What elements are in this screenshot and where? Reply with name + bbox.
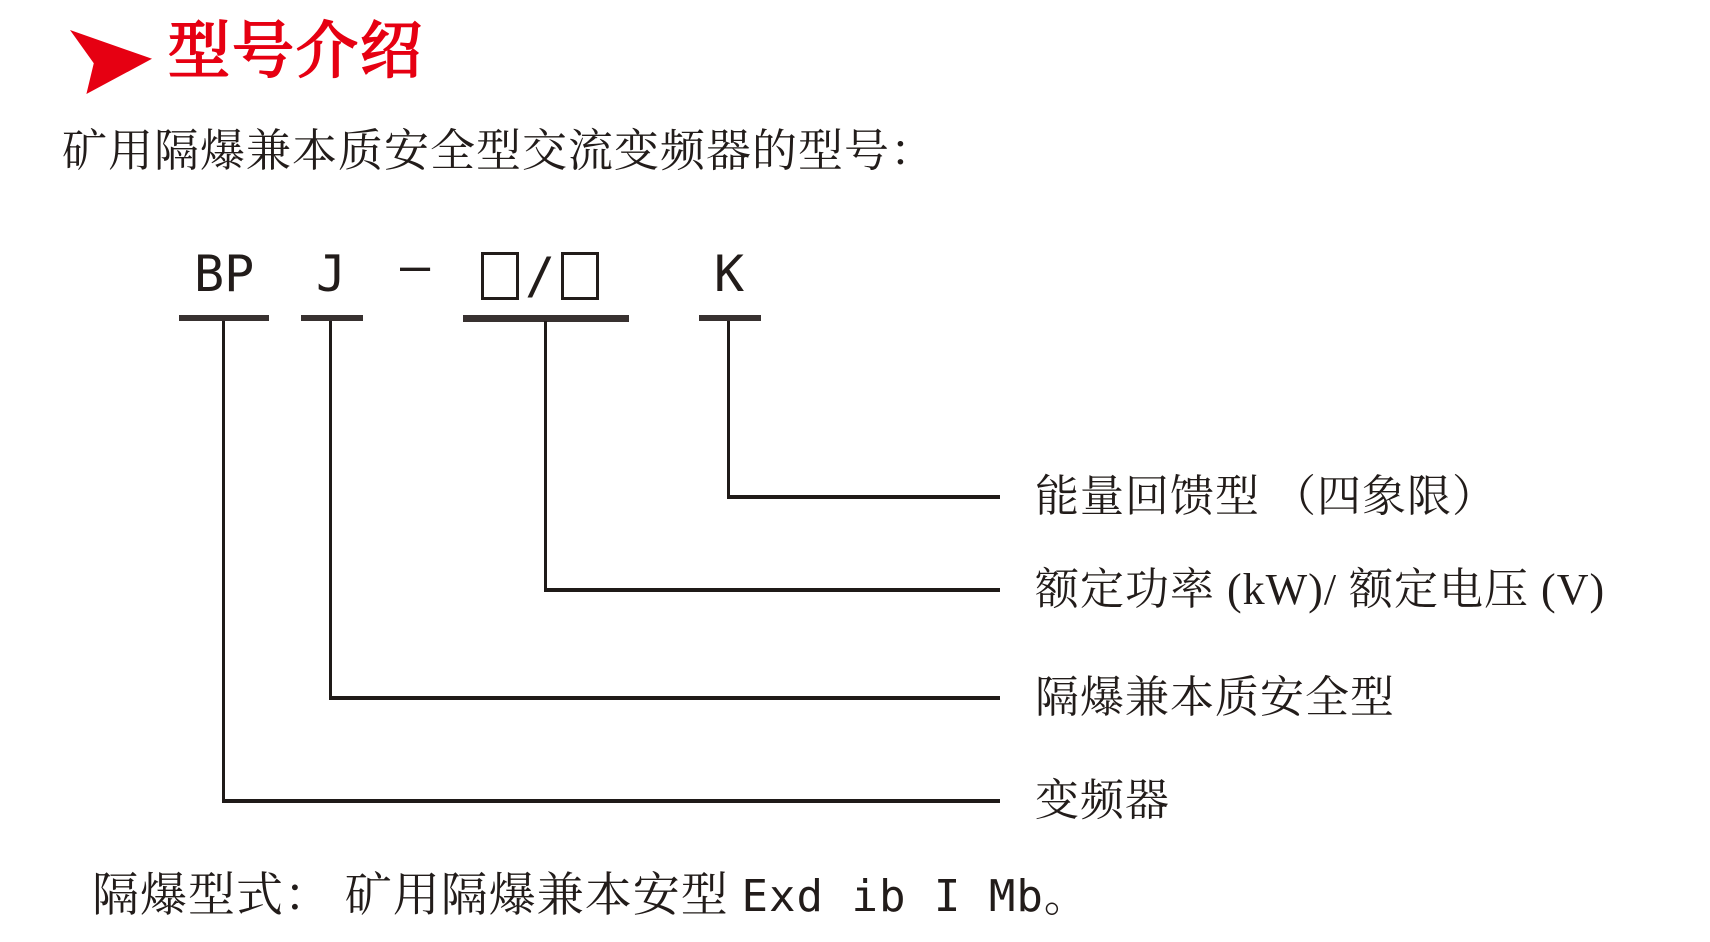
legend-label-power-voltage: 额定功率 (kW)/ 额定电压 (V) xyxy=(1035,565,1606,614)
token-dash: – xyxy=(400,237,431,295)
token-type-j: J xyxy=(316,245,347,303)
underline-bar-k xyxy=(699,315,761,321)
red-arrow-icon xyxy=(70,30,152,94)
footer-text xyxy=(92,868,1089,924)
token-spec-group xyxy=(481,248,599,304)
section-title: 型号介绍 xyxy=(168,17,425,86)
underline-bar-j xyxy=(301,315,363,321)
spec-slash: / xyxy=(525,247,556,305)
token-feedback-k: K xyxy=(714,245,745,303)
footer-code: Exd ib I Mb。 xyxy=(741,871,1089,922)
connector-vertical-j xyxy=(329,321,332,700)
connector-vertical-k xyxy=(727,321,730,499)
connector-vertical-bp xyxy=(222,321,225,803)
legend-label-feedback: 能量回馈型 （四象限） xyxy=(1035,472,1497,521)
legend-label-inverter: 变频器 xyxy=(1035,776,1170,825)
connector-horizontal-j xyxy=(329,696,1000,700)
legend-label-flameproof-type: 隔爆兼本质安全型 xyxy=(1035,673,1395,722)
connector-vertical-spec xyxy=(544,321,547,592)
token-series-bp: BP xyxy=(194,245,255,303)
intro-text: 矿用隔爆兼本质安全型交流变频器的型号： xyxy=(62,126,937,176)
connector-horizontal-bp xyxy=(222,799,1000,803)
footer-label: 隔爆型式： 矿用隔爆兼本安型 xyxy=(92,870,742,922)
blank-square-icon xyxy=(561,252,599,300)
connector-horizontal-k xyxy=(727,495,1000,499)
connector-horizontal-spec xyxy=(544,588,1000,592)
blank-square-icon xyxy=(481,252,519,300)
